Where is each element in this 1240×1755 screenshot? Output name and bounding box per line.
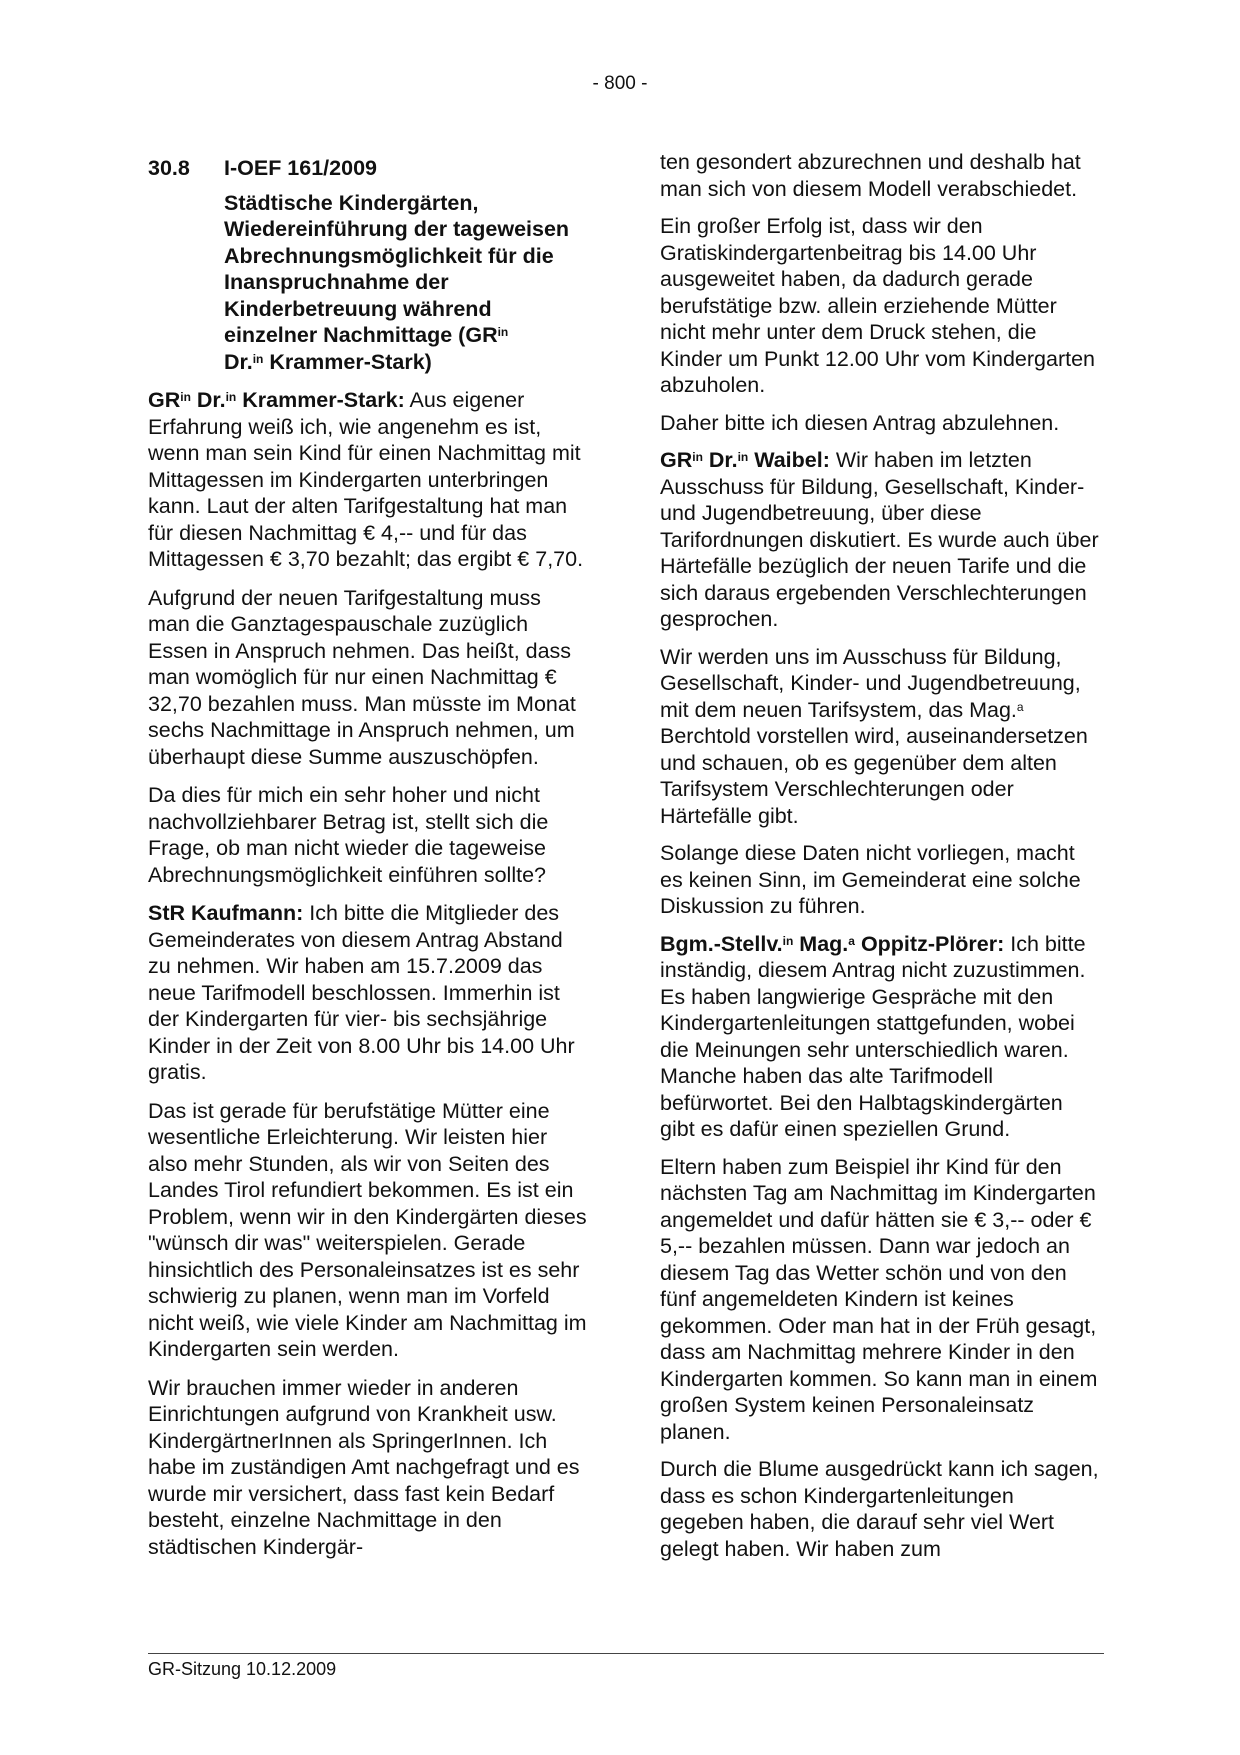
agenda-body xyxy=(224,155,588,375)
paragraph: Ein großer Erfolg ist, dass wir den Gratiskindergartenbeitrag bis 14.00 Uhr ausgeweitet haben, da dadurch gerade berufstätige bzw. allein erziehende Mütter nicht mehr unter dem Druck stehen, die Kinder um Punkt 12.00 Uhr vom Kindergarten abzuholen. xyxy=(660,214,1096,397)
paragraph xyxy=(660,931,1100,1143)
agenda-title-sup: in xyxy=(497,325,509,339)
speaker-name xyxy=(148,388,405,412)
paragraph xyxy=(660,447,1100,633)
paragraph: Durch die Blume ausgedrückt kann ich sagen, dass es schon Kindergartenleitungen gegeben haben, die darauf sehr viel Wert gelegt haben. Wir haben zum xyxy=(660,1457,1099,1561)
page-number: - 800 - xyxy=(592,73,648,94)
speaker-sup: in xyxy=(782,933,794,948)
paragraph-text: Wir werden uns im Ausschuss für Bildung, Gesellschaft, Kinder- und Jugendbetreuung, mit dem neuen Tarifsystem, das Mag. xyxy=(660,644,1081,722)
speech-text: Ich bitte inständig, diesem Antrag nicht zuzustimmen. Es haben langwierige Gespräche mit den Kindergartenleitungen stattgefunden, wobei die Meinungen sehr unterschiedlich waren. Manche haben das alte Tarifmodell befürwortet. Bei den Halbtagskindergärten gibt es dafür einen speziellen Grund. xyxy=(660,931,1086,1141)
speech-text: Ich bitte die Mitglieder des Gemeinderates von diesem Antrag Abstand zu nehmen. Wir haben am 15.7.2009 das neue Tarifmodell beschlossen. Immerhin ist der Kindergarten für vier- bis sechsjährige Kinder in der Zeit von 8.00 Uhr bis 14.00 Uhr gratis. xyxy=(148,901,575,1084)
paragraph-text: Berchtold vorstellen wird, auseinandersetzen und schauen, ob es gegenüber dem alten Tarifsystem Verschlechterungen oder Härtefälle gibt. xyxy=(660,724,1088,828)
speaker-title: GR xyxy=(660,448,693,472)
speaker-sup: in xyxy=(737,450,749,464)
agenda-title-end: Krammer-Stark) xyxy=(263,349,432,374)
paragraph: Das ist gerade für berufstätige Mütter eine wesentliche Erleichterung. Wir leisten hier also mehr Stunden, als wir von Seiten des Landes Tirol refundiert bekommen. Es ist ein Problem, wenn wir in den Kindergärten dieses "wünsch dir was" weiterspielen. Gerade hinsichtlich des Personaleinsatzes ist es sehr schwierig zu planen, wenn man im Vorfeld nicht weiß, wie viele Kinder am Nachmittag im Kindergarten sein werden. xyxy=(148,1098,587,1361)
speaker-name: StR Kaufmann: xyxy=(148,901,304,925)
paragraph: Wir brauchen immer wieder in anderen Einrichtungen aufgrund von Krankheit usw. KindergärtnerInnen als SpringerInnen. Ich habe im zuständigen Amt nachgefragt und es wurde mir versichert, dass fast kein Bedarf besteht, einzelne Nachmittage in den städtischen Kindergär- xyxy=(148,1375,580,1559)
speaker-sup: a xyxy=(848,933,855,948)
agenda-title-main: Städtische Kindergärten, Wiedereinführung der tageweisen Abrechnungsmöglichkeit für die Inanspruchnahme der Kinderbetreuung während einzelner Nachmittage (GR xyxy=(224,190,570,347)
speech-text: Aus eigener Erfahrung weiß ich, wie angenehm es ist, wenn man sein Kind für einen Nachmittag mit Mittagessen im Kindergarten unterbringen kann. Laut der alten Tarifgestaltung hat man für diesen Nachmittag € 4,-- und für das Mittagessen € 3,70 bezahlt; das ergibt € 7,70. xyxy=(148,388,584,571)
speaker-title: Bgm.-Stellv. xyxy=(660,931,783,956)
paragraph: Daher bitte ich diesen Antrag abzulehnen. xyxy=(660,410,1060,435)
agenda-number: 30.8 xyxy=(148,156,190,180)
speaker-title: Dr. xyxy=(190,388,226,412)
speaker-sup: in xyxy=(225,390,237,404)
paragraph xyxy=(148,900,588,1086)
speaker-title: GR xyxy=(148,388,181,412)
paragraph: Aufgrund der neuen Tarifgestaltung muss man die Ganztagespauschale zuzüglich Essen in Anspruch nehmen. Das heißt, dass man womöglich für nur einen Nachmittag € 32,70 bezahlen muss. Man müsste im Monat sechs Nachmittage in Anspruch nehmen, um überhaupt diese Summe auszuschöpfen. xyxy=(148,585,576,769)
speaker-surname: Oppitz-Plörer: xyxy=(854,931,1005,956)
footer-divider xyxy=(148,1653,1104,1654)
paragraph: Solange diese Daten nicht vorliegen, macht es keinen Sinn, im Gemeinderat eine solche Diskussion zu führen. xyxy=(660,841,1081,918)
speaker-sup: in xyxy=(692,450,703,464)
agenda-item-heading xyxy=(148,155,588,375)
speaker-title: Dr. xyxy=(702,448,738,472)
agenda-id: I-OEF 161/2009 xyxy=(224,156,377,180)
speaker-name xyxy=(660,448,830,472)
footer-text: GR-Sitzung 10.12.2009 xyxy=(148,1659,337,1679)
paragraph: Eltern haben zum Beispiel ihr Kind für den nächsten Tag am Nachmittag im Kindergarten angemeldet und dafür hätten sie € 3,-- oder € 5,-- bezahlen müssen. Dann war jedoch an diesem Tag das Wetter schön und von den fünf angemeldeten Kindern ist keines gekommen. Oder man hat in der Früh gesagt, dass am Nachmittag mehrere Kinder in den Kindergarten kommen. So kann man in einem großen System keinen Personaleinsatz planen. xyxy=(660,1154,1098,1444)
agenda-title-sup: in xyxy=(252,351,264,366)
speaker-surname: Krammer-Stark: xyxy=(236,388,405,412)
speaker-surname: Waibel: xyxy=(748,448,830,472)
title-sup: a xyxy=(1016,699,1024,714)
right-column xyxy=(660,149,1100,1573)
paragraph: ten gesondert abzurechnen und deshalb hat man sich von diesem Modell verabschiedet. xyxy=(660,150,1081,201)
paragraph xyxy=(148,387,588,573)
speech-text: Wir haben im letzten Ausschuss für Bildung, Gesellschaft, Kinder- und Jugendbetreuung, über diese Tarifordnungen diskutiert. Es wurde auch über Härtefälle bezüglich der neuen Tarife und die sich daraus ergebenden Verschlechterungen gesprochen. xyxy=(660,448,1099,631)
speaker-sup: in xyxy=(180,390,191,404)
paragraph xyxy=(660,644,1100,830)
agenda-title xyxy=(224,190,588,376)
left-column xyxy=(148,155,588,1572)
paragraph: Da dies für mich ein sehr hoher und nicht nachvollziehbarer Betrag ist, stellt sich die Frage, ob man nicht wieder die tageweise Abrechnungsmöglichkeit einführen sollte? xyxy=(148,783,549,887)
speaker-title: Mag. xyxy=(793,931,849,956)
speaker-name xyxy=(660,932,1004,956)
agenda-title-dr: Dr. xyxy=(224,349,253,374)
